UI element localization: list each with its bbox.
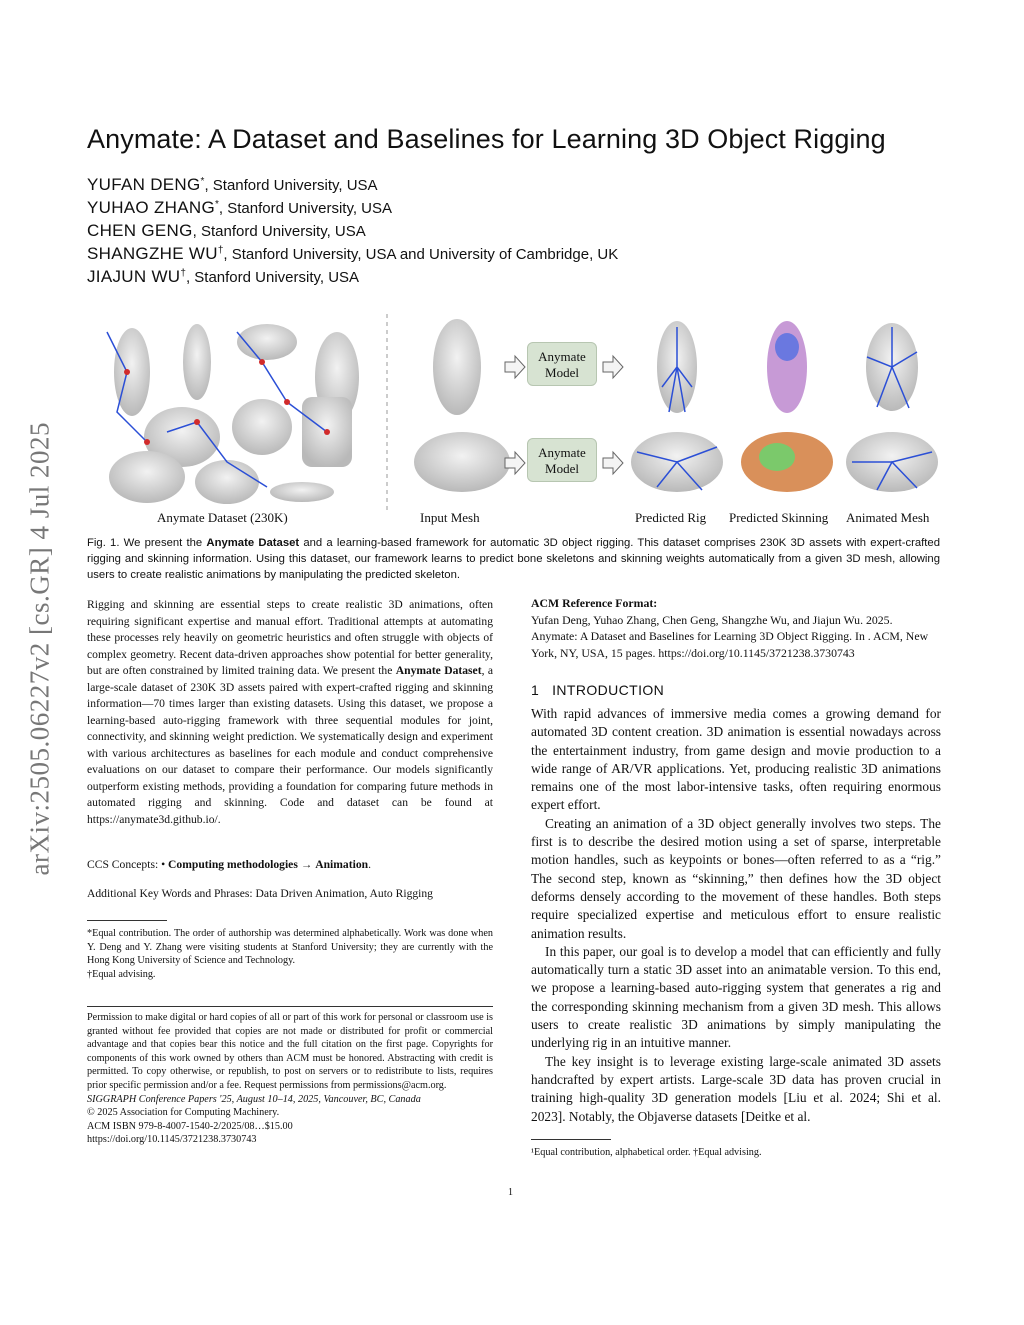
abstract-text-2: , a large-scale dataset of 230K 3D assets paired with expert-crafted rigging and skinning information—70 times larger than existing datasets. Using this dataset, we propose a learning-based auto-rigging framework with three sequential modules for joint, connectivity, and skinning weight prediction. We systematically design and experiment with various architectures as baselines for each module and conduct comprehensive evaluations on our dataset to compare their performance. Our models significantly outperform existing methods, providing a foundation for comparing future methods in automated rigging and skinning. Code and dataset can be found at https://anymate3d.github.io/.: [87, 664, 493, 826]
ccs-term-2: Animation: [315, 858, 369, 871]
footnote-equal-advising: †Equal advising.: [87, 968, 156, 980]
permission-rule: [87, 1006, 493, 1007]
footnote-right: ¹Equal contribution, alphabetical order. †Equal advising.: [531, 1147, 762, 1158]
input-human-mesh: [433, 319, 481, 415]
ccs-term-1: Computing methodologies: [168, 858, 298, 871]
author-line: [87, 198, 392, 218]
model-box-line2: Model: [545, 365, 579, 380]
model-box-line2: Model: [545, 461, 579, 476]
intro-paragraph: With rapid advances of immersive media comes a growing demand for automated 3D content creation. 3D animation is essential nowadays across the entertainment industry, from game design and movie production to a wide range of AR/VR applications. Yet, producing realistic 3D animations remains one of the most labor-intensive tasks, often requiring enormous expert effort.: [531, 706, 941, 813]
keywords: Additional Key Words and Phrases: Data Driven Animation, Auto Rigging: [87, 887, 433, 900]
page-number: 1: [508, 1187, 513, 1198]
author-affiliation: , Stanford University, USA: [218, 200, 393, 217]
label-rig: Predicted Rig: [635, 510, 707, 525]
author-name: YUHAO ZHANG: [87, 198, 215, 217]
footnote-rule: [87, 920, 167, 921]
caption-prefix: Fig. 1. We present the: [87, 537, 207, 549]
doi-line: https://doi.org/10.1145/3721238.3730743: [87, 1134, 257, 1146]
paper-title: Anymate: A Dataset and Baselines for Learning 3D Object Rigging: [87, 124, 886, 154]
introduction-body: [531, 705, 941, 1126]
conference-line: SIGGRAPH Conference Papers '25, August 10–14, 2025, Vancouver, BC, Canada: [87, 1093, 421, 1105]
author-name: SHANGZHE WU: [87, 244, 218, 263]
acm-reference-heading: ACM Reference Format:: [531, 596, 658, 610]
permission-block: [87, 1011, 493, 1147]
author-affiliation: , Stanford University, USA: [204, 177, 378, 194]
permission-text: Permission to make digital or hard copies of all or part of this work for personal or classroom use is granted without fee provided that copies are not made or distributed for profit or commercial advantage and that copies bear this notice and the full citation on the first page. Copyrights for components of this work owned by others than ACM must be honored. Abstracting with credit is permitted. To copy otherwise, or republish, to post on servers or to redistribute to lists, requires prior specific permission and/or a fee. Request permissions from permissions@acm.org.: [87, 1012, 493, 1091]
intro-paragraph: Creating an animation of a 3D object generally involves two steps. The first is to describe the desired motion using a set of sparse, interpretable motion handles, such as keypoints or bones—often referred to as a “rig.” The second step, known as “skinning,” then defines how the 3D object deforms densely according to the movement of these handles. Both steps require specialized expertise and meticulous effort to ensure realistic animation results.: [531, 815, 941, 941]
figure-caption: [87, 535, 940, 583]
abstract-bold: Anymate Dataset: [395, 664, 482, 677]
section-number: 1: [531, 682, 540, 698]
author-affiliation: , Stanford University, USA and University of Cambridge, UK: [223, 246, 619, 263]
acm-reference: [531, 595, 941, 661]
caption-text: and a learning-based framework for automatic 3D object rigging. This dataset comprises 230K 3D assets with expert-crafted rigging and skinning information. Using this dataset, our framework learns to predict bone skeletons and skinning weights automatically from a given 3D mesh, allowing users to create realistic animations by manipulating the predicted skeleton.: [87, 537, 940, 581]
model-box-top: [527, 342, 597, 386]
ccs-concepts: [87, 857, 493, 874]
arxiv-stamp: arXiv:2505.06227v2 [cs.GR] 4 Jul 2025: [24, 422, 55, 876]
footnote-equal-contribution: *Equal contribution. The order of authorship was determined alphabetically. Work was done when Y. Deng and Y. Zhang were visiting students at Stanford University; they are currently with the Hong Kong University of Science and Technology.: [87, 928, 493, 967]
author-line: [87, 175, 378, 195]
author-name: YUFAN DENG: [87, 175, 201, 194]
acm-reference-text: Yufan Deng, Yuhao Zhang, Chen Geng, Shangzhe Wu, and Jiajun Wu. 2025. Anymate: A Dataset and Baselines for Learning 3D Object Rigging. In . ACM, New York, NY, USA, 15 pages. https://doi.org/10.1145/3721238.3730743: [531, 612, 929, 660]
model-box-bottom: [527, 438, 597, 482]
author-line: [87, 244, 618, 264]
footnote-left: [87, 927, 493, 981]
ccs-arrow: →: [297, 858, 316, 871]
isbn-line: ACM ISBN 979-8-4007-1540-2/2025/08…$15.00: [87, 1120, 293, 1132]
model-box-line1: Anymate: [538, 349, 586, 364]
teaser-figure: [87, 312, 940, 527]
author-line: [87, 221, 366, 241]
ccs-prefix: CCS Concepts: •: [87, 858, 169, 871]
copyright-line: © 2025 Association for Computing Machinery.: [87, 1107, 280, 1119]
label-input: Input Mesh: [420, 510, 480, 525]
model-box-line1: Anymate: [538, 445, 586, 460]
author-name: CHEN GENG: [87, 221, 193, 240]
label-animated: Animated Mesh: [846, 510, 930, 525]
dataset-collage: [107, 324, 359, 504]
author-line: [87, 267, 359, 287]
abstract: [87, 597, 493, 828]
author-name: JIAJUN WU: [87, 267, 181, 286]
author-mark: *: [214, 199, 219, 210]
author-affiliation: , Stanford University, USA: [192, 223, 366, 240]
intro-paragraph: In this paper, our goal is to develop a model that can efficiently and fully automatically turn a static 3D asset into an animatable version. To this end, we propose a learning-based auto-rigging system that generates a rig and the corresponding skinning mechanism from a given 3D mesh. This allows users to create realistic 3D animations by simply manipulating the underlying rig in an intuitive manner.: [531, 943, 941, 1051]
intro-paragraph: The key insight is to leverage existing large-scale animated 3D assets handcrafted by expert artists. Large-scale 3D data has proven crucial in training high-quality 3D generation models [Liu et al. 2024; Shi et al. 2023]. Notably, the Objaverse datasets [Deitke et al.: [531, 1053, 941, 1124]
author-mark: †: [217, 245, 224, 256]
author-mark: *: [200, 176, 205, 187]
caption-bold: Anymate Dataset: [206, 537, 300, 549]
input-octopus-mesh: [414, 432, 510, 492]
author-affiliation: , Stanford University, USA: [185, 269, 360, 286]
ccs-suffix: .: [368, 858, 371, 871]
section-title: INTRODUCTION: [552, 682, 665, 698]
teaser-illustration: [87, 312, 940, 512]
footnote-rule-right: [531, 1139, 611, 1140]
label-dataset: Anymate Dataset (230K): [157, 510, 288, 525]
section-heading: [531, 682, 664, 698]
author-mark: †: [180, 268, 186, 279]
label-skinning: Predicted Skinning: [729, 510, 829, 525]
abstract-text: Rigging and skinning are essential steps to create realistic 3D animations, often requiring significant expertise and manual effort. Traditional attempts at automating these processes rely heavily on geometric heuristics and often struggle with objects of complex geometry. Recent data-driven approaches show potential for better generality, but are often constrained by limited training data. We present the: [87, 598, 493, 677]
